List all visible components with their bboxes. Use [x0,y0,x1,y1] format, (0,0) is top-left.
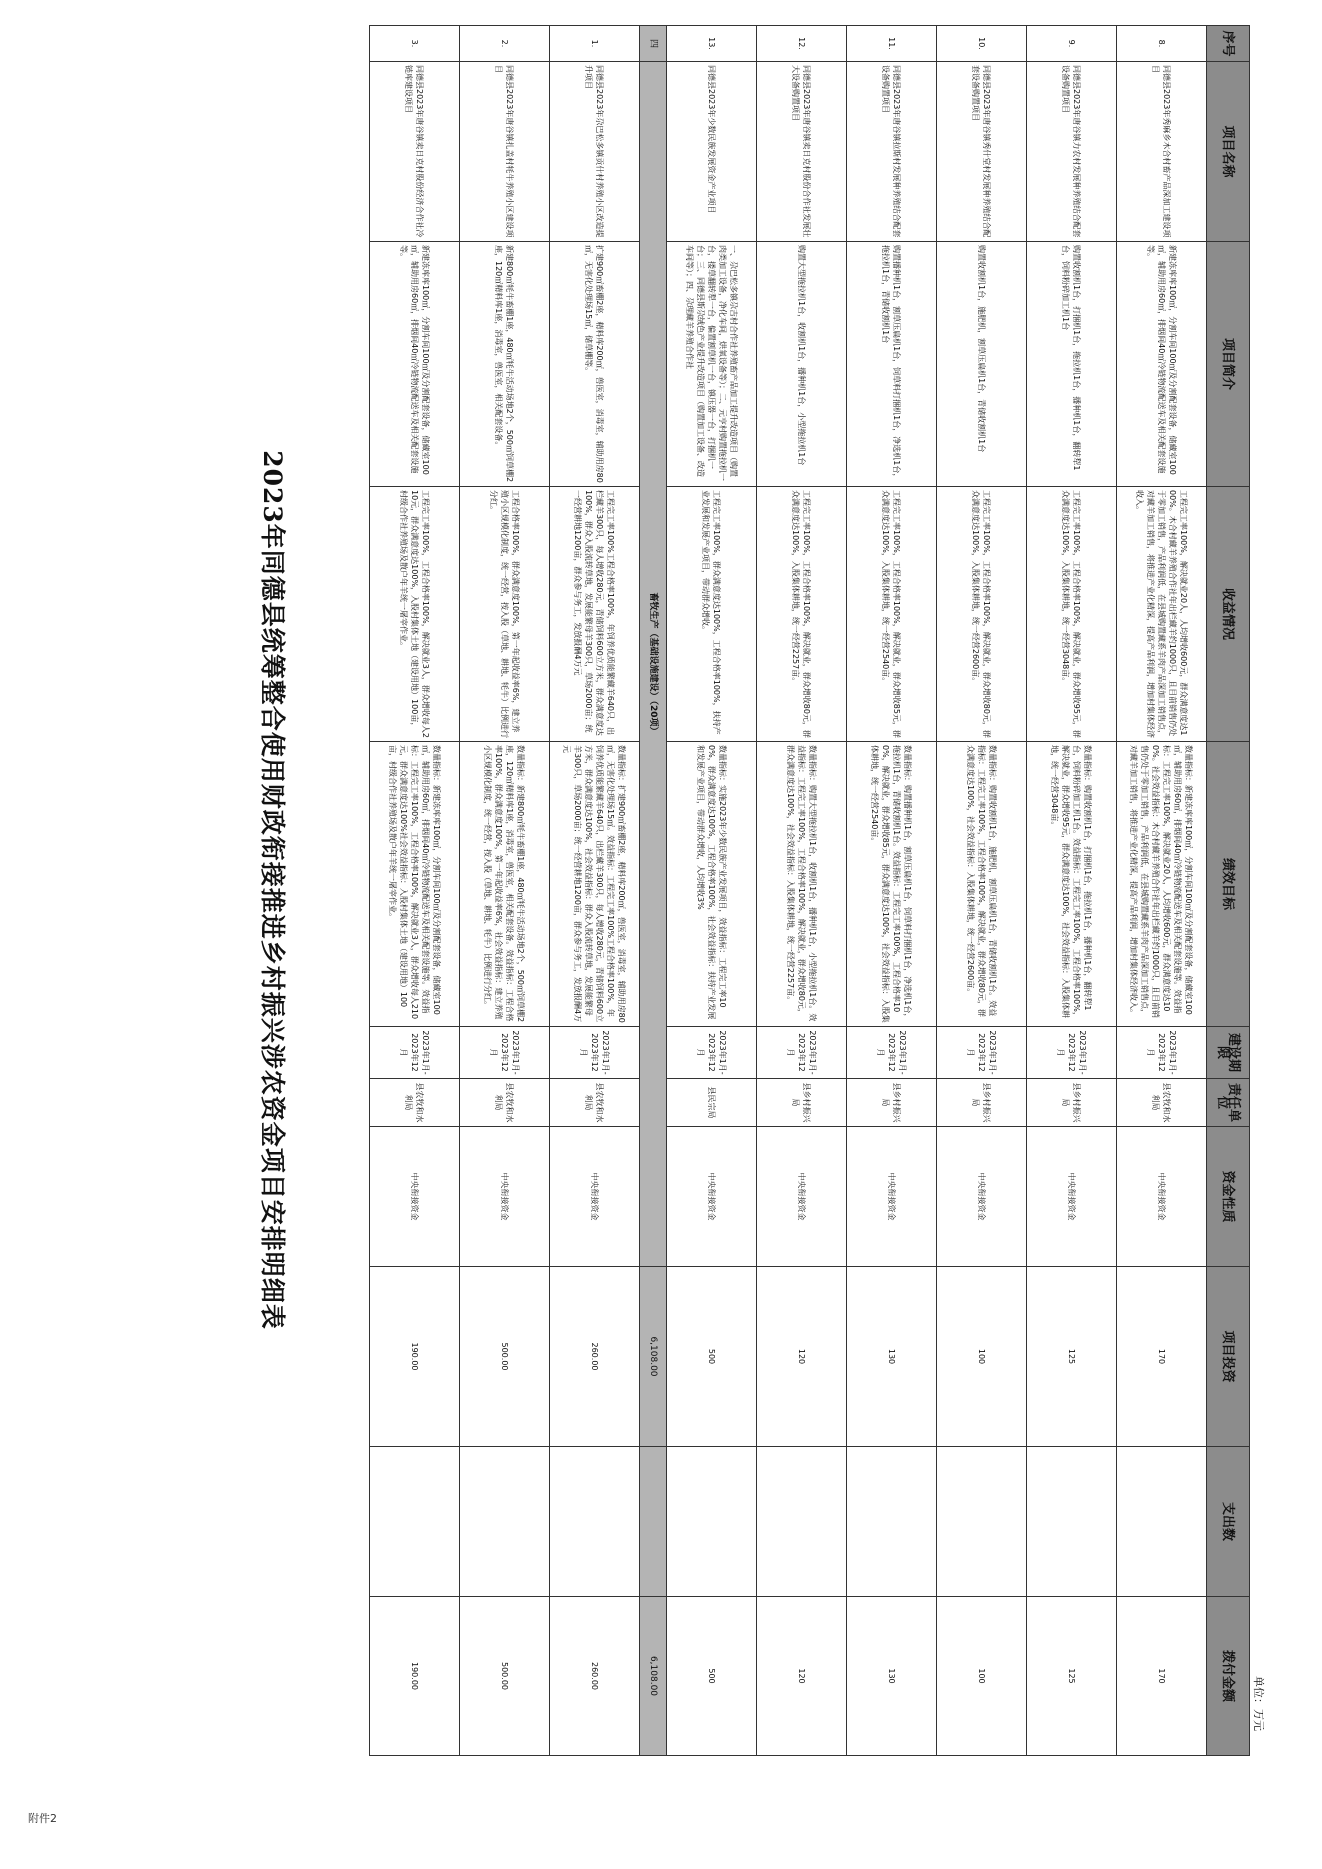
header-name: 项目名称 [1207,62,1250,242]
cell-target: 数量指标：购置大型拖拉机1台，收割机1台，播种机1台，小型拖拉机1台。效益指标：工程完工率100%，工程合格率100%，解决就业，群众增收80元，群众满意度达100%，社会效益指标：入股集体耕地，统一经营2257亩。 [757,742,847,1027]
cell-target: 数量指标：新建冻库库100㎡，分割车间100㎡及分割配套设备，储藏室100㎡，辅助用房60㎡，排烟间40㎡冷链物流配送车及相关配套设施等。效益指标：工程完工率100%，工程合格率100%，解决就业3人，群众增收每人210元，群众满意度达100%社会效益指标：入股村集体土地（建设用地）100亩，村级合作社养殖场及散户年羊统一屠宰作业。 [370,742,460,1027]
table-row [550,26,640,1756]
cell-period: 2023年1月-2023年12月 [937,1027,1027,1079]
cell-period: 2023年1月-2023年12月 [1117,1027,1207,1079]
cell-seq: 1. [550,26,640,62]
cell-fund: 260.00 [550,1597,640,1756]
cell-name: 同德县2023年唐谷镇扎盖村牦牛养殖小区建设项目 [460,62,550,242]
section-seq: 四 [640,26,667,62]
cell-expend [847,1447,937,1597]
header-fund: 拨付金额 [1207,1597,1250,1756]
cell-dept: 县农牧和水利局 [550,1079,640,1127]
header-dept: 责任单位 [1207,1079,1250,1127]
cell-fund: 130 [847,1597,937,1756]
cell-source: 中央衔接资金 [847,1127,937,1267]
section-invest: 6,108.00 [640,1267,667,1447]
cell-seq: 9. [1027,26,1117,62]
section-expend [640,1447,667,1597]
table-row [1117,26,1207,1756]
header-benefit: 收益情况 [1207,487,1250,742]
cell-period: 2023年1月-2023年12月 [370,1027,460,1079]
cell-content: 新建冻库库100㎡，分割车间100㎡及分割配套设备，储藏室100㎡，辅助用房60㎡，排烟间40㎡冷链物流配送车及相关配套设施等。 [370,242,460,487]
cell-expend [1117,1447,1207,1597]
cell-seq: 2. [460,26,550,62]
cell-seq: 11. [847,26,937,62]
cell-source: 中央衔接资金 [550,1127,640,1267]
cell-target: 数量指标：新建冻库库100㎡，分割车间100㎡及分割配套设备，储藏室100㎡，辅助用房60㎡，排烟间40㎡冷链物流配送车及相关配套设施等。效益指标：工程完工率100%，解决就业20人，人均增收600元，群众满意度达100%。社会效益指标：木合村藏羊养殖合作社年出栏藏羊约1000只，且目前销售仍处于零加工销售，产品利润低，在县城购置藏系羊肉产品深加工销售点，对藏羊加工销售，将推进产业化精深，提高产品利润，增加村集体经济收入。 [1117,742,1207,1027]
document-title: 2023年同德县统筹整合使用财政衔接推进乡村振兴涉农资金项目安排明细表 [258,450,287,1330]
cell-name: 同德县2023年唐谷镇力农村发展种养殖结合配套设备购置项目 [1027,62,1117,242]
cell-expend [550,1447,640,1597]
cell-benefit: 工程完工率100%，群众满意度达100%，工程合格率100%，扶持产业发展和发展产业项目，带动群众增收。 [667,487,757,742]
cell-invest: 130 [847,1267,937,1447]
cell-benefit: 工程完工率100%，工程合格率100%，解决就业，群众增收80元，群众满意度达100%，入股集体耕地，统一经营2257亩。 [757,487,847,742]
cell-seq: 12. [757,26,847,62]
header-expend: 支出数 [1207,1447,1250,1597]
cell-invest: 500 [667,1267,757,1447]
cell-content: 购置播种机1台，割草压扁机1台，饲草料打捆机1台，净选机1台，拖拉机1台，青储收割机1台 [847,242,937,487]
table-row [370,26,460,1756]
cell-benefit: 工程完工率100%，工程合格率100%，解决就业，群众增收85元，群众满意度达100%，入股集体耕地，统一经营2540亩。 [847,487,937,742]
cell-expend [757,1447,847,1597]
cell-dept: 县乡村振兴局 [1027,1079,1117,1127]
cell-seq: 13. [667,26,757,62]
table-row [1027,26,1117,1756]
cell-source: 中央衔接资金 [937,1127,1027,1267]
cell-target: 数量指标：实施2023年少数民族产业发展项目，效益指标：工程完工率100%，群众满意度达100%，工程合格率100%，社会效益指标：扶持产业发展和发展产业项目，带动群众增收，人均增收3% [667,742,757,1027]
cell-dept: 县乡村振兴局 [937,1079,1027,1127]
cell-target: 数量指标：扩建900㎡畜棚2座，精料库200㎡，兽医室，消毒室，辅助用房80㎡，无害化处理场15㎡。效益指标：工程完工率100%工程合格率100%，年饲养优质能繁藏羊640只，出栏藏羊300只，每人增收280元，青储饲料600立方米，群众满意度达100%，社会效益指标：群众入股流转草地，发展能繁母羊300只，草场2000亩；统一经营耕地1200亩，群众参与务工，发放报酬4万元 [550,742,640,1027]
cell-fund: 500.00 [460,1597,550,1756]
cell-name: 同德县2023年秀麻乡木合村畜产品深加工建设项目 [1117,62,1207,242]
cell-source: 中央衔接资金 [370,1127,460,1267]
cell-dept: 县乡村振兴局 [757,1079,847,1127]
cell-benefit: 工程完工率100%，工程合格率100%，解决就业，群众增收80元，群众满意度达100%，入股集体耕地，统一经营2600亩。 [937,487,1027,742]
cell-dept: 县民宗局 [667,1079,757,1127]
cell-period: 2023年1月-2023年12月 [847,1027,937,1079]
cell-name: 同德县2023年唐谷镇卖日克村股份合作社发展壮大设备购置项目 [757,62,847,242]
header-invest: 项目投资 [1207,1267,1250,1447]
header-content: 项目简介 [1207,242,1250,487]
cell-expend [460,1447,550,1597]
cell-benefit: 工程完工率100%，工程合格率100%，解决就业，群众增收95元，群众满意度达100%，入股集体耕地，统一经营3048亩。 [1027,487,1117,742]
cell-source: 中央衔接资金 [667,1127,757,1267]
cell-content: 新建800㎡牦牛畜棚1座，480㎡牦牛活动场地2个，500㎡饲草棚2座，120㎡精料库1座，消毒室，兽医室，相关配套设备。 [460,242,550,487]
cell-target: 数量指标：购置播种机1台，割草压扁机1台，饲草料打捆机1台，净选机1台，拖拉机1台，青储收割机1台。效益指标：工程完工率100%，工程合格率100%，解决就业，群众增收85元，群众满意度达100%，社会效益指标：入股集体耕地，统一经营2540亩。 [847,742,937,1027]
header-source: 资金性质 [1207,1127,1250,1267]
cell-period: 2023年1月-2023年12月 [667,1027,757,1079]
section-row [640,26,667,1756]
cell-content: 扩建900㎡畜棚2座，精料库200㎡，兽医室，消毒室，辅助用房80㎡，无害化处理场15㎡，储草棚等。 [550,242,640,487]
cell-name: 同德县2023年唐谷镇拉斯村发展种养殖结合配套设备购置项目 [847,62,937,242]
cell-source: 中央衔接资金 [1117,1127,1207,1267]
cell-content: 购置收割机1台，施肥机，割草压扁机1台，青储收割机1台 [937,242,1027,487]
cell-period: 2023年1月-2023年12月 [550,1027,640,1079]
cell-period: 2023年1月-2023年12月 [1027,1027,1117,1079]
cell-fund: 100 [937,1597,1027,1756]
header-seq: 序号 [1207,26,1250,62]
cell-fund: 500 [667,1597,757,1756]
cell-content: 购置收割机1台，打捆机1台，拖拉机1台，播种机1台，翻转犁1台，饲料粉碎加工机1台 [1027,242,1117,487]
cell-dept: 县农牧和水利局 [370,1079,460,1127]
attachment-label: 附件2 [28,1812,57,1825]
cell-content: 一、尕巴松多镇尕吉村合作社养殖畜产品加工提升改造项目（购置肉类加工设备，净化车间，烘氧设备等）；二、元亨村购置拖拉机一台，搂草翻转犁一台，偏置割草机一台，镇压器一台，打捆机一台；三、同德县斯尕绒色产业提升改造项目（购置加工设备、改造车间等）；四、尕理藏羊养殖合作社 [667,242,757,487]
cell-dept: 县乡村振兴局 [847,1079,937,1127]
cell-invest: 100 [937,1267,1027,1447]
cell-fund: 125 [1027,1597,1117,1756]
section-fund: 6,108.00 [640,1597,667,1756]
table-row [667,26,757,1756]
cell-source: 中央衔接资金 [460,1127,550,1267]
cell-expend [667,1447,757,1597]
cell-dept: 县农牧和水利局 [1117,1079,1207,1127]
cell-invest: 170 [1117,1267,1207,1447]
cell-target: 数量指标：购置收割机1台，打捆机1台，拖拉机1台，播种机1台，翻转犁1台，饲料粉碎加工机1台。效益指标：工程完工率100%，工程合格率100%，解决就业，群众增收95元，群众满意度达100%，社会效益指标：入股集体耕地，统一经营3048亩。 [1027,742,1117,1027]
cell-period: 2023年1月-2023年12月 [460,1027,550,1079]
cell-name: 同德县2023年唐谷镇卖日克村股份经济合作社冷链库建设项目 [370,62,460,242]
cell-target: 数量指标：新建800㎡牦牛畜棚1座，480㎡牦牛活动场地2个，500㎡饲草棚2座，120㎡精料库1座，消毒室，兽医室，相关配套设备。效益指标：工程合格率100%，群众满意度100%，第一年起收益率6%，社会效益指标：建立养殖小区规模化制度，统一经营，按入股（草地、耕地、牦牛）比例进行分红。 [460,742,550,1027]
cell-invest: 120 [757,1267,847,1447]
header-period: 建设期限 [1207,1027,1250,1079]
cell-invest: 260.00 [550,1267,640,1447]
cell-content: 新建冻库库100㎡，分割车间100㎡及分割配套设备，储藏室100㎡，辅助用房60㎡，排烟间40㎡冷链物流配送车及相关配套设施等。 [1117,242,1207,487]
cell-target: 数量指标：购置收割机1台，施肥机，割草压扁机1台，青储收割机1台。效益指标：工程完工率100%，工程合格率100%，解决就业，群众增收80元，群众满意度达100%，社会效益指标：入股集体耕地，统一经营2600亩。 [937,742,1027,1027]
table-row [460,26,550,1756]
header-row [1207,26,1250,1756]
cell-invest: 190.00 [370,1267,460,1447]
table-row [847,26,937,1756]
cell-expend [370,1447,460,1597]
cell-content: 购置大型拖拉机1台，收割机1台，播种机1台，小型拖拉机1台 [757,242,847,487]
header-target: 绩效目标 [1207,742,1250,1027]
cell-benefit: 工程合格率100%，群众满意度100%，第一年起收益率6%，建立养殖小区规模化制度，统一经营，按入股（草地、耕地、牦牛）比例进行分红。 [460,487,550,742]
cell-source: 中央衔接资金 [757,1127,847,1267]
project-table [369,25,1250,1756]
cell-seq: 10. [937,26,1027,62]
rotated-sheet [182,25,1292,1755]
cell-fund: 190.00 [370,1597,460,1756]
cell-source: 中央衔接资金 [1027,1127,1117,1267]
cell-benefit: 工程完工率100%，工程合格率100%，解决就业3人，群众增收每人210元，群众满意度达100%，入股村集体土地（建设用地）100亩，村级合作社养殖场及散户年羊统一屠宰作业。 [370,487,460,742]
cell-benefit: 工程完工率100%，解决就业20人，人均增收600元，群众满意度达100%。木合村藏羊养殖合作社年出栏藏羊约1000只，且目前销售仍处于零加工销售，产品利润低，在县城购置藏系羊肉产品深加工销售点，对藏羊加工销售，将推进产业化精深，提高产品利润，增加村集体经济收入。 [1117,487,1207,742]
cell-dept: 县农牧和水利局 [460,1079,550,1127]
table-row [757,26,847,1756]
table-row [937,26,1027,1756]
cell-benefit: 工程完工率100%工程合格率100%，年饲养优质能繁藏羊640只，出栏藏羊300只，每人增收280元，青储饲料600立方米，群众满意度达100%，群众入股流转草地，发展能繁母羊300只，草场2000亩；统一经营耕地1200亩，群众参与务工，发放报酬4万元 [550,487,640,742]
section-label: 畜牧生产（基础设施建设）（20项） [640,62,667,1267]
cell-name: 同德县2023年唐谷镇秀什堂村发展种养殖结合配套设备购置项目 [937,62,1027,242]
cell-invest: 125 [1027,1267,1117,1447]
cell-expend [1027,1447,1117,1597]
cell-expend [937,1447,1027,1597]
cell-fund: 170 [1117,1597,1207,1756]
cell-seq: 3. [370,26,460,62]
cell-fund: 120 [757,1597,847,1756]
unit-label: 单位：万元 [1252,1676,1265,1731]
cell-period: 2023年1月-2023年12月 [757,1027,847,1079]
cell-name: 同德县2023年尕巴松多镇贡什村养殖小区改造提升项目 [550,62,640,242]
cell-invest: 500.00 [460,1267,550,1447]
cell-seq: 8. [1117,26,1207,62]
cell-name: 同德县2023年少数民族发展资金产业项目 [667,62,757,242]
